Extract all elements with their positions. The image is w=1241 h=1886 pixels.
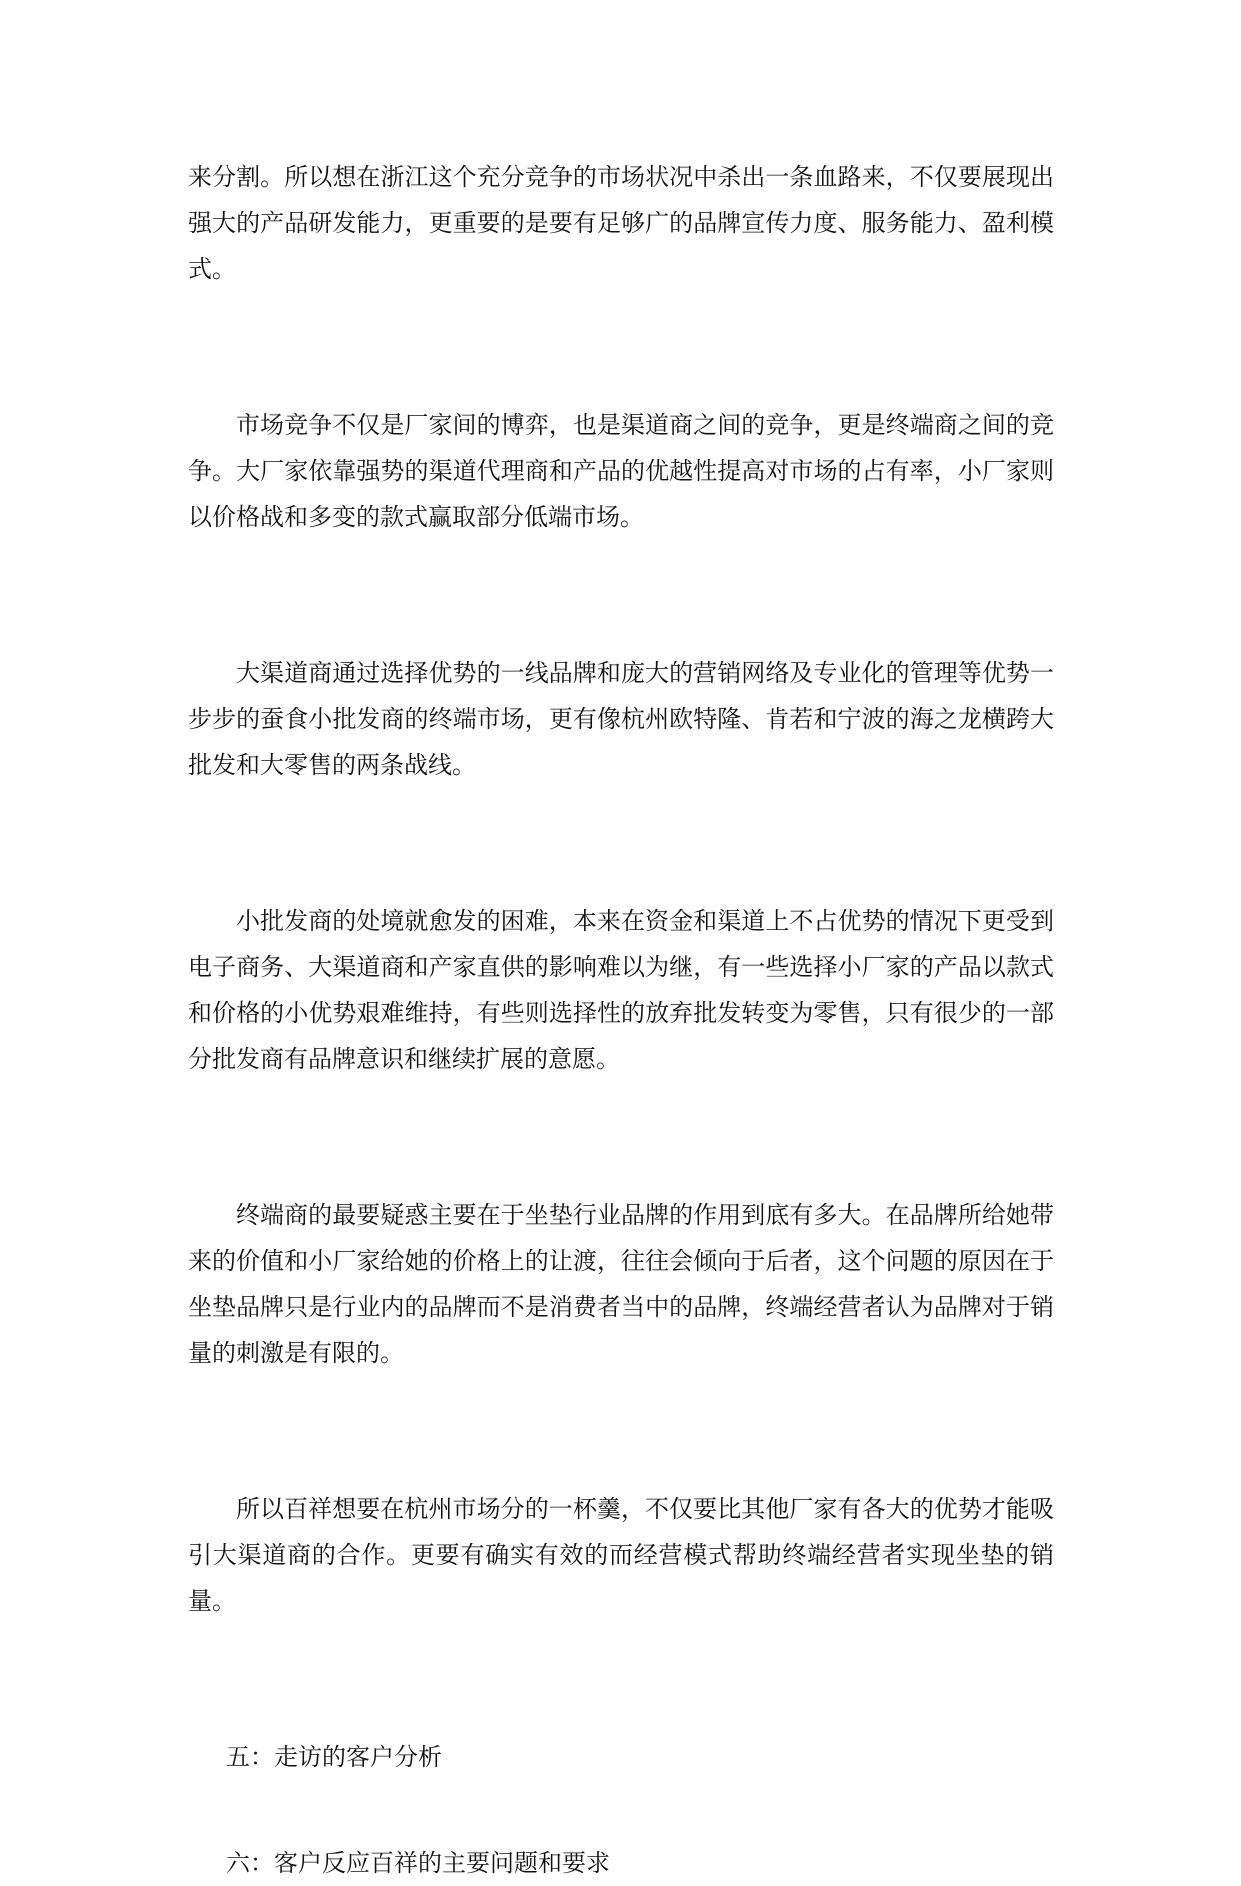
section-heading-5: 五：走访的客户分析 [226,1743,442,1771]
paragraph-5: 终端商的最要疑惑主要在于坐垫行业品牌的作用到底有多大。在品牌所给她带来的价值和小厂家给她的价格上的让渡，往往会倾向于后者，这个问题的原因在于坐垫品牌只是行业内的品牌而不是消费者当中的品牌，终端经营者认为品牌对于销量的刺激是有限的。 [188,1201,1054,1367]
paragraph-6: 所以百祥想要在杭州市场分的一杯羹，不仅要比其他厂家有各大的优势才能吸引大渠道商的合作。更要有确实有效的而经营模式帮助终端经营者实现坐垫的销量。 [188,1495,1054,1615]
document-body [188,154,1054,1886]
section-heading-6: 六：客户反应百祥的主要问题和要求 [226,1849,610,1877]
paragraph-3: 大渠道商通过选择优势的一线品牌和庞大的营销网络及专业化的管理等优势一步步的蚕食小批发商的终端市场，更有像杭州欧特隆、肯若和宁波的海之龙横跨大批发和大零售的两条战线。 [188,659,1054,779]
paragraph-4: 小批发商的处境就愈发的困难，本来在资金和渠道上不占优势的情况下更受到电子商务、大渠道商和产家直供的影响难以为继，有一些选择小厂家的产品以款式和价格的小优势艰难维持，有些则选择性的放弃批发转变为零售，只有很少的一部分批发商有品牌意识和继续扩展的意愿。 [188,907,1054,1073]
paragraph-1: 来分割。所以想在浙江这个充分竞争的市场状况中杀出一条血路来，不仅要展现出强大的产品研发能力，更重要的是要有足够广的品牌宣传力度、服务能力、盈利模式。 [188,163,1054,283]
paragraph-2: 市场竞争不仅是厂家间的博弈，也是渠道商之间的竞争，更是终端商之间的竞争。大厂家依靠强势的渠道代理商和产品的优越性提高对市场的占有率，小厂家则以价格战和多变的款式赢取部分低端市场。 [188,411,1054,531]
